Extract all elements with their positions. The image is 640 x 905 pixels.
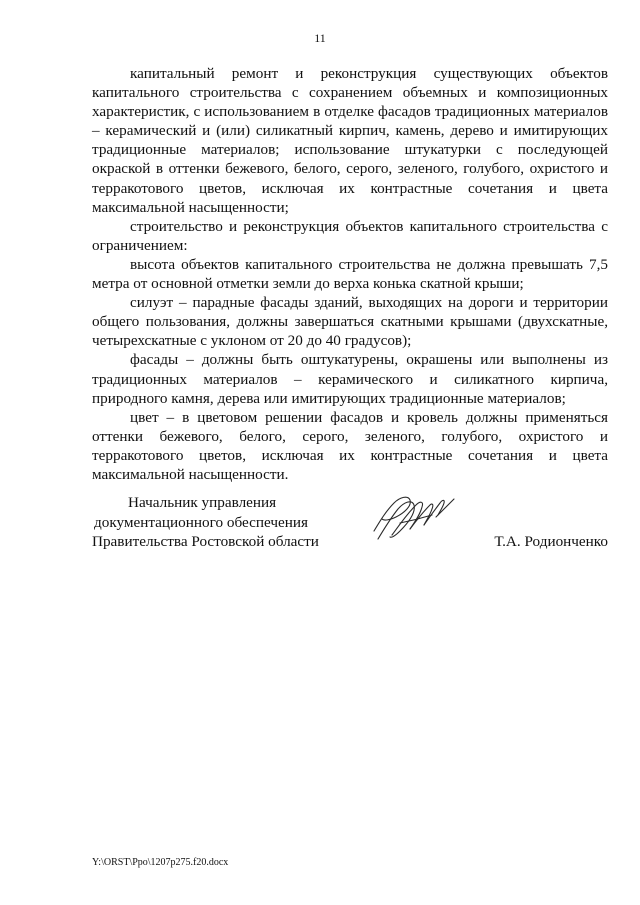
signatory-name: Т.А. Родионченко — [494, 533, 608, 550]
page-number: 11 — [314, 31, 326, 45]
paragraph-height: высота объектов капитального строительства не должна превышать 7,5 метра от основной отметки земли до верха конька скатной крыши; — [92, 255, 608, 293]
paragraph-capital-repair: капитальный ремонт и реконструкция существующих объектов капитального строительства с сохранением объемных и композиционных характеристик, с использованием в отделке фасадов традиционных материалов – керамический и (или) силикатный кирпич, камень, дерево и имитирующих традиционные материалов; использование штукатурки с последующей окраской в оттенки бежевого, белого, серого, зеленого, голубого, охристого и терракотового цветов, исключая их контрастные сочетания и цвета максимальной насыщенности; — [92, 65, 608, 216]
paragraph-silhouette: силуэт – парадные фасады зданий, выходящих на дороги и территории общего пользования, должны завершаться скатными крышами (двухскатные, четырехскатные с уклоном от 20 до 40 градусов); — [92, 294, 608, 350]
paragraph-construction-restriction: строительство и реконструкция объектов капитального строительства с ограничением: — [92, 217, 608, 254]
file-path-footer: Y:\ORST\Ppo\1207p275.f20.docx — [92, 857, 229, 868]
signatory-title-line: документационного обеспечения — [94, 513, 308, 531]
handwritten-signature — [370, 491, 458, 545]
paragraph-color: цвет – в цветовом решении фасадов и кровель должны применяться оттенки бежевого, белого, серого, зеленого, голубого, охристого и терракотового цветов, исключая их контрастные сочетания и цвета максимальной насыщенности. — [92, 408, 608, 483]
signatory-title-line: Начальник управления — [128, 494, 277, 511]
signature-block — [92, 493, 608, 553]
signatory-title — [92, 493, 332, 552]
document-body — [92, 64, 608, 484]
paragraph-facades: фасады – должны быть оштукатурены, окрашены или выполнены из традиционных материалов – керамического и силикатного кирпича, природного камня, дерева или имитирующих традиционные материалов; — [92, 351, 608, 407]
signatory-title-line: Правительства Ростовской области — [92, 533, 319, 550]
